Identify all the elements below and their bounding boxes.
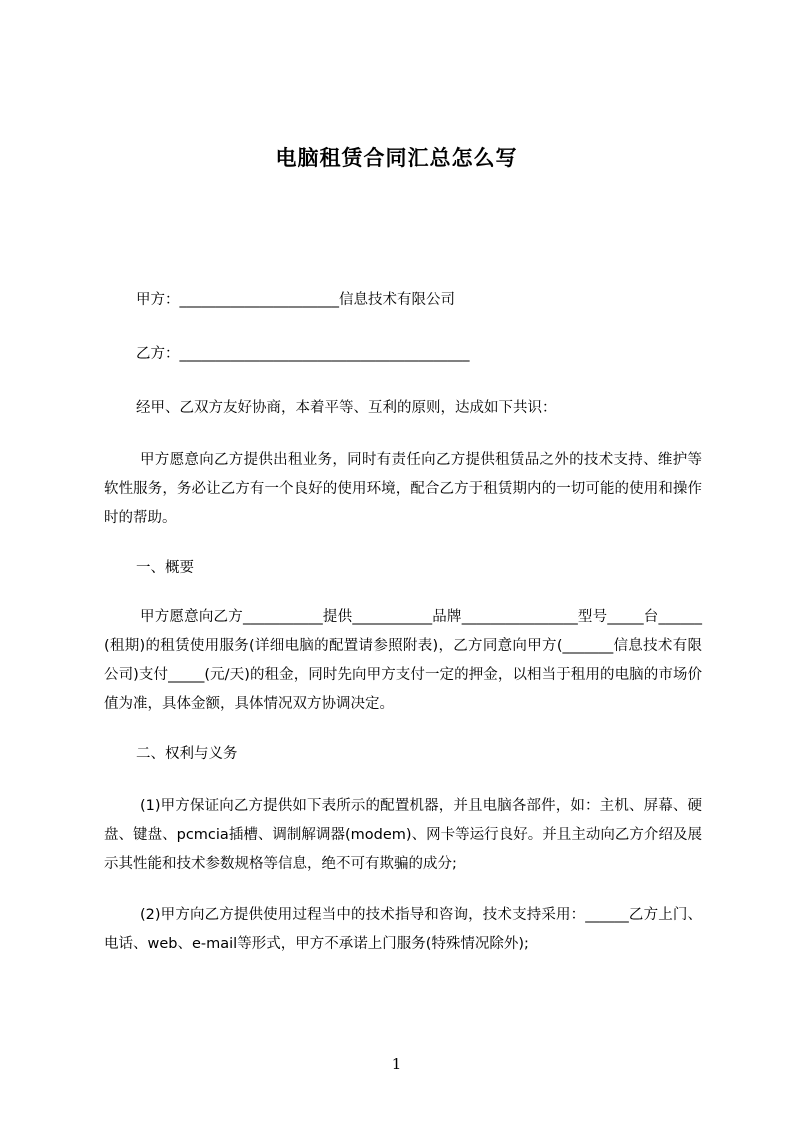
page-number: 1 xyxy=(391,1055,402,1073)
paragraph-service: 甲方愿意向乙方提供出租业务，同时有责任向乙方提供租赁品之外的技术支持、维护等软性服务，务必让乙方有一个良好的使用环境，配合乙方于租赁期内的一切可能的使用和操作时的帮助。 xyxy=(104,452,702,526)
paragraph-clause-1: (1)甲方保证向乙方提供如下表所示的配置机器，并且电脑各部件，如：主机、屏幕、硬盘、键盘、pcmcia插槽、调制解调器(modem)、网卡等运行良好。并且主动向乙方介绍及展示其性能和技术参数规格等信息，绝不可有欺骗的成分; xyxy=(104,798,702,872)
party-b-line: 乙方：________________________________________ xyxy=(136,346,470,362)
document-title: 电脑租赁合同汇总怎么写 xyxy=(275,146,518,170)
section-heading-rights: 二、权利与义务 xyxy=(136,746,238,762)
party-a-line: 甲方：______________________信息技术有限公司 xyxy=(136,292,455,308)
paragraph-clause-2: (2)甲方向乙方提供使用过程当中的技术指导和咨询，技术支持采用：______乙方上门、电话、web、e-mail等形式，甲方不承诺上门服务(特殊情况除外); xyxy=(104,907,702,952)
paragraph-overview: 甲方愿意向乙方___________提供___________品牌________________型号_____台______(租期)的租赁使用服务(详细电脑的配置请参照附表)，乙方同意向甲方(_______信息技术有限公司)支付_____(元/天)的租金，同时先向甲方支付一定的押金，以相当于租用的电脑的市场价值为准，具体金额，具体情况双方协调决定。 xyxy=(104,609,702,712)
section-heading-overview: 一、概要 xyxy=(136,560,194,576)
intro-line: 经甲、乙双方友好协商，本着平等、互利的原则，达成如下共识： xyxy=(136,400,557,416)
